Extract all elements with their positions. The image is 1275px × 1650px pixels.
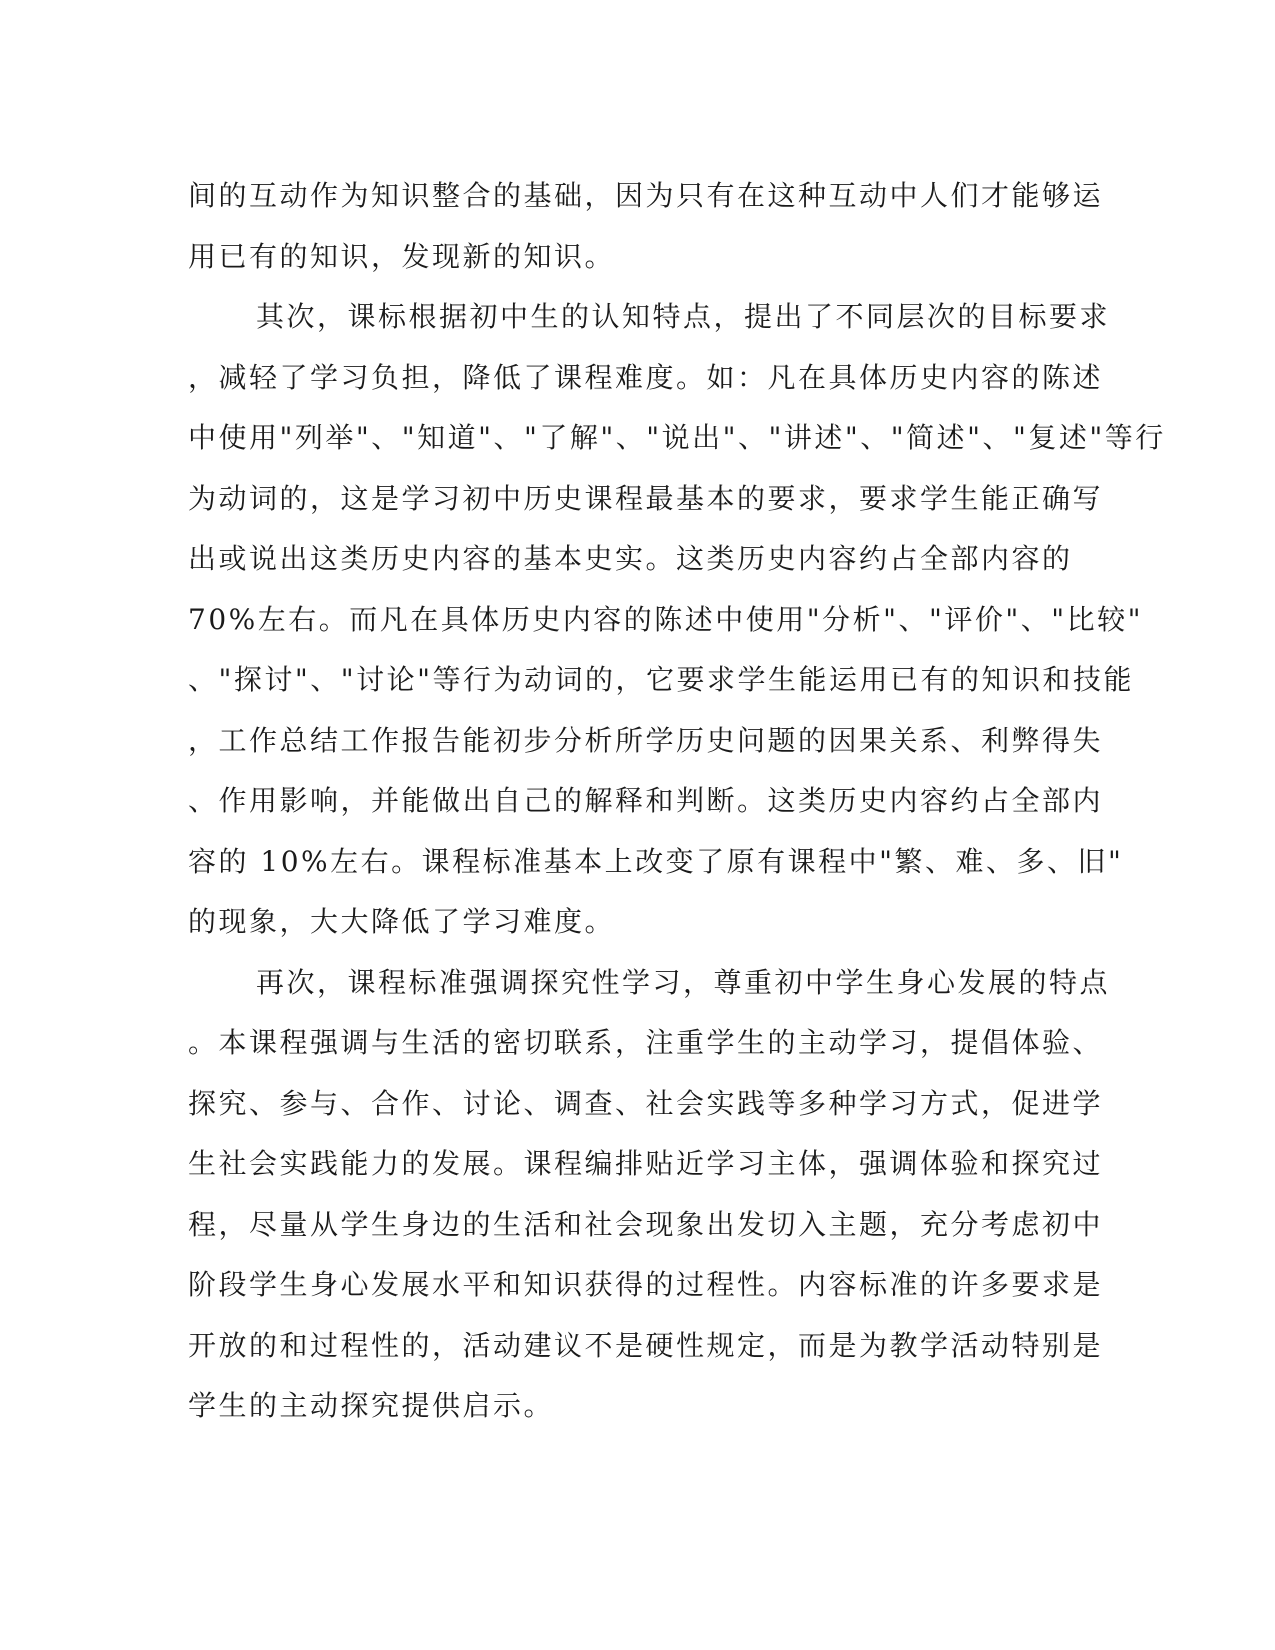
text-line: 出或说出这类历史内容的基本史实。这类历史内容约占全部内容的: [188, 542, 1073, 575]
text-line: 的现象，大大降低了学习难度。: [188, 905, 616, 938]
text-line: 阶段学生身心发展水平和知识获得的过程性。内容标准的许多要求是: [188, 1268, 1104, 1301]
text-line: 其次，课标根据初中生的认知特点，提出了不同层次的目标要求: [256, 300, 1111, 333]
text-line: 学生的主动探究提供启示。: [188, 1389, 555, 1422]
text-line: 容的 10%左右。课程标准基本上改变了原有课程中"繁、难、多、旧": [188, 844, 1124, 878]
text-line: ，减轻了学习负担，降低了课程难度。如：凡在具体历史内容的陈述: [188, 360, 1104, 394]
text-line: 探究、参与、合作、讨论、调查、社会实践等多种学习方式，促进学: [188, 1086, 1104, 1120]
text-line: 间的互动作为知识整合的基础，因为只有在这种互动中人们才能够运: [188, 179, 1104, 212]
text-line: 。本课程强调与生活的密切联系，注重学生的主动学习，提倡体验、: [188, 1026, 1104, 1059]
text-line: 、作用影响，并能做出自己的解释和判断。这类历史内容约占全部内: [188, 784, 1104, 817]
text-line: 程，尽量从学生身边的生活和社会现象出发切入主题，充分考虑初中: [188, 1207, 1104, 1241]
text-line: ，工作总结工作报告能初步分析所学历史问题的因果关系、利弊得失: [188, 723, 1104, 757]
text-line: 再次，课程标准强调探究性学习，尊重初中学生身心发展的特点: [256, 965, 1111, 999]
paragraph-third-point: [188, 953, 1111, 1437]
text-line: 70%左右。而凡在具体历史内容的陈述中使用"分析"、"评价"、"比较": [188, 602, 1144, 636]
body-text: [188, 166, 1166, 1437]
text-line: 、"探讨"、"讨论"等行为动词的，它要求学生能运用已有的知识和技能: [188, 663, 1135, 696]
text-line: 用已有的知识，发现新的知识。: [188, 239, 616, 273]
text-line: 中使用"列举"、"知道"、"了解"、"说出"、"讲述"、"简述"、"复述"等行: [188, 421, 1166, 454]
paragraph-second-point: [188, 287, 1166, 953]
text-line: 为动词的，这是学习初中历史课程最基本的要求，要求学生能正确写: [188, 481, 1104, 515]
text-line: 生社会实践能力的发展。课程编排贴近学习主体，强调体验和探究过: [188, 1147, 1104, 1180]
paragraph-continuation: [188, 166, 1104, 287]
text-line: 开放的和过程性的，活动建议不是硬性规定，而是为教学活动特别是: [188, 1328, 1104, 1362]
